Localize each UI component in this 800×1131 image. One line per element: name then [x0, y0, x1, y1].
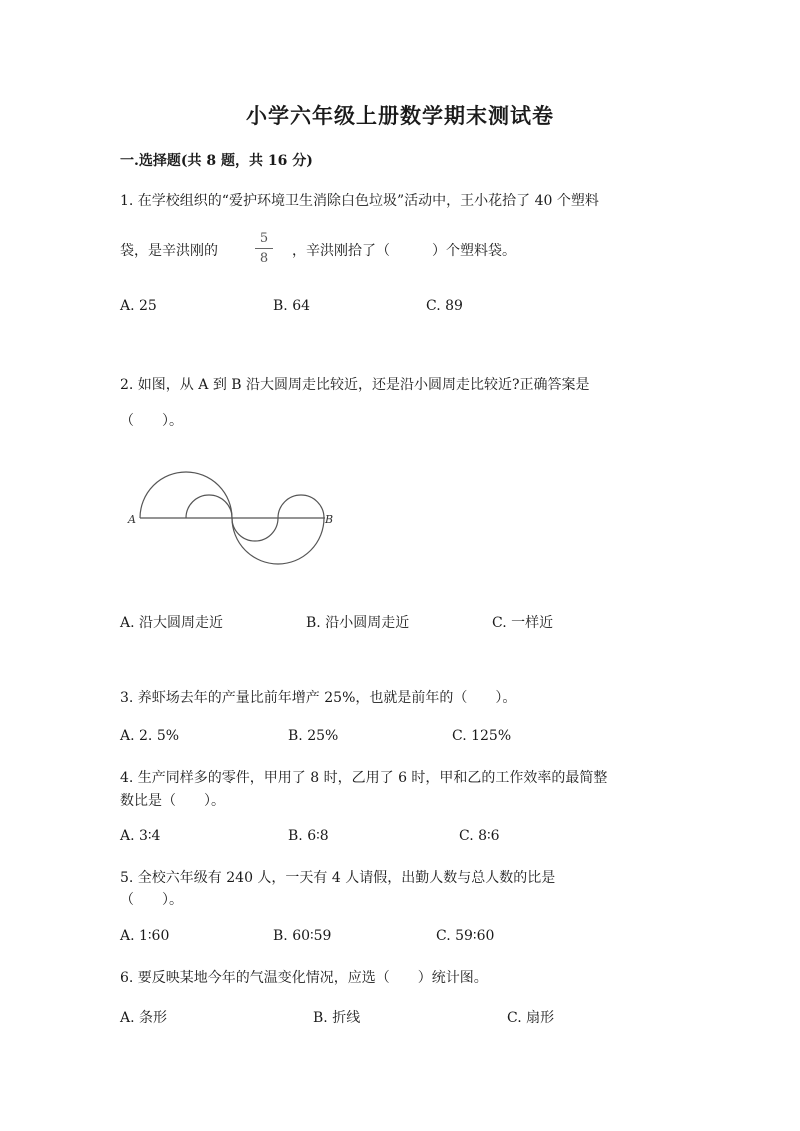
fraction-numerator: 5 — [259, 231, 269, 246]
question-1-line-2a: 袋，是辛洪刚的 — [120, 243, 218, 259]
fraction-five-eighths — [255, 232, 273, 265]
question-2-option-c[interactable]: C. 一样近 — [492, 615, 554, 631]
question-5-line-1: 5. 全校六年级有 240 人，一天有 4 人请假，出勤人数与总人数的比是 — [120, 870, 556, 886]
small-semicircle-2 — [232, 518, 278, 541]
question-3-option-c[interactable]: C. 125% — [452, 728, 512, 744]
question-1-line-1: 1. 在学校组织的“爱护环境卫生消除白色垃圾”活动中，王小花拾了 40 个塑料 — [120, 193, 599, 209]
question-4-option-a[interactable]: A. 3∶4 — [120, 828, 161, 844]
question-6-option-b[interactable]: B. 折线 — [313, 1010, 361, 1026]
question-3-option-a[interactable]: A. 2. 5% — [120, 728, 180, 744]
question-2-option-a[interactable]: A. 沿大圆周走近 — [120, 615, 224, 631]
question-6-option-a[interactable]: A. 条形 — [120, 1010, 168, 1026]
question-3-option-b[interactable]: B. 25% — [288, 728, 339, 744]
question-5-option-c[interactable]: C. 59∶60 — [436, 928, 495, 944]
large-semicircle-upper — [140, 472, 232, 518]
question-1-option-c[interactable]: C. 89 — [426, 298, 463, 314]
question-6-line-1: 6. 要反映某地今年的气温变化情况，应选（ ）统计图。 — [120, 970, 488, 986]
point-b-label: B — [325, 513, 334, 526]
section-heading: 一.选择题(共 8 题，共 16 分) — [120, 153, 313, 169]
small-semicircle-3 — [278, 495, 324, 518]
question-6-option-c[interactable]: C. 扇形 — [507, 1010, 555, 1026]
point-a-label: A — [128, 513, 136, 526]
question-1-option-b[interactable]: B. 64 — [273, 298, 311, 314]
question-5-option-b[interactable]: B. 60∶59 — [273, 928, 332, 944]
semicircle-path-figure — [120, 460, 350, 580]
question-3-line-1: 3. 养虾场去年的产量比前年增产 25%，也就是前年的（ ）。 — [120, 690, 517, 706]
question-4-line-1: 4. 生产同样多的零件，甲用了 8 时，乙用了 6 时，甲和乙的工作效率的最简整 — [120, 770, 608, 786]
question-4-option-b[interactable]: B. 6∶8 — [288, 828, 329, 844]
large-semicircle-lower — [232, 518, 324, 564]
question-5-line-2: （ ）。 — [120, 892, 183, 908]
question-1-line-2b: ，辛洪刚拾了（ ）个塑料袋。 — [292, 243, 516, 259]
question-2-line-2: （ ）。 — [120, 413, 183, 429]
question-4-line-2: 数比是（ ）。 — [120, 793, 225, 809]
page-title: 小学六年级上册数学期末测试卷 — [246, 103, 554, 128]
question-2-option-b[interactable]: B. 沿小圆周走近 — [306, 615, 410, 631]
small-semicircle-1 — [186, 495, 232, 518]
fraction-denominator: 8 — [259, 251, 269, 266]
question-1-option-a[interactable]: A. 25 — [120, 298, 157, 314]
question-5-option-a[interactable]: A. 1∶60 — [120, 928, 170, 944]
question-4-option-c[interactable]: C. 8∶6 — [459, 828, 500, 844]
fraction-bar — [255, 248, 273, 249]
question-2-line-1: 2. 如图，从 A 到 B 沿大圆周走比较近，还是沿小圆周走比较近?正确答案是 — [120, 377, 590, 393]
